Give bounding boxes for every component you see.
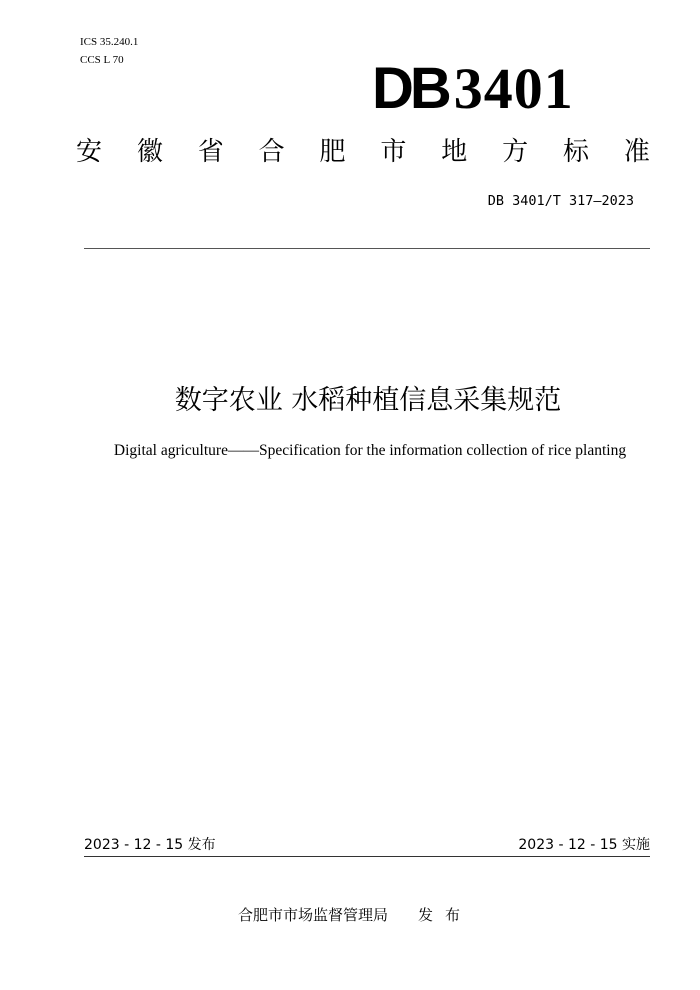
standard-type-char: 肥	[319, 137, 346, 167]
standard-type-char: 省	[197, 137, 224, 167]
ccs-code: CCS L 70	[80, 54, 124, 66]
standard-number: DB 3401/T 317—2023	[487, 193, 634, 209]
title-english: Digital agriculture——Specification for the information collection of rice planting	[113, 442, 627, 459]
issuing-authority	[238, 906, 472, 924]
standard-type-char: 合	[258, 137, 285, 167]
implementation-date: 2023 - 12 - 15 实施	[518, 837, 650, 853]
standard-type-char: 地	[441, 137, 468, 167]
footer-divider	[84, 856, 650, 857]
standard-type-char: 标	[563, 137, 590, 167]
standard-type-char: 准	[623, 137, 650, 167]
ics-code: ICS 35.240.1	[80, 36, 139, 48]
standard-type-char: 市	[380, 137, 407, 167]
standard-type-heading	[76, 135, 650, 169]
header-divider	[84, 248, 650, 249]
issuer-name: 合肥市市场监督管理局	[238, 906, 389, 924]
db-standard-logo	[372, 58, 574, 120]
title-chinese: 数字农业 水稻种植信息采集规范	[174, 385, 562, 416]
standard-type-char: 安	[76, 137, 103, 167]
issuer-action: 发布	[418, 906, 473, 924]
standard-type-char: 方	[502, 137, 529, 167]
standard-type-char: 徽	[136, 137, 163, 167]
db-logo-letters: DB	[372, 56, 448, 121]
db-logo-code: 3401	[453, 56, 574, 121]
issue-date: 2023 - 12 - 15 发布	[84, 837, 216, 853]
